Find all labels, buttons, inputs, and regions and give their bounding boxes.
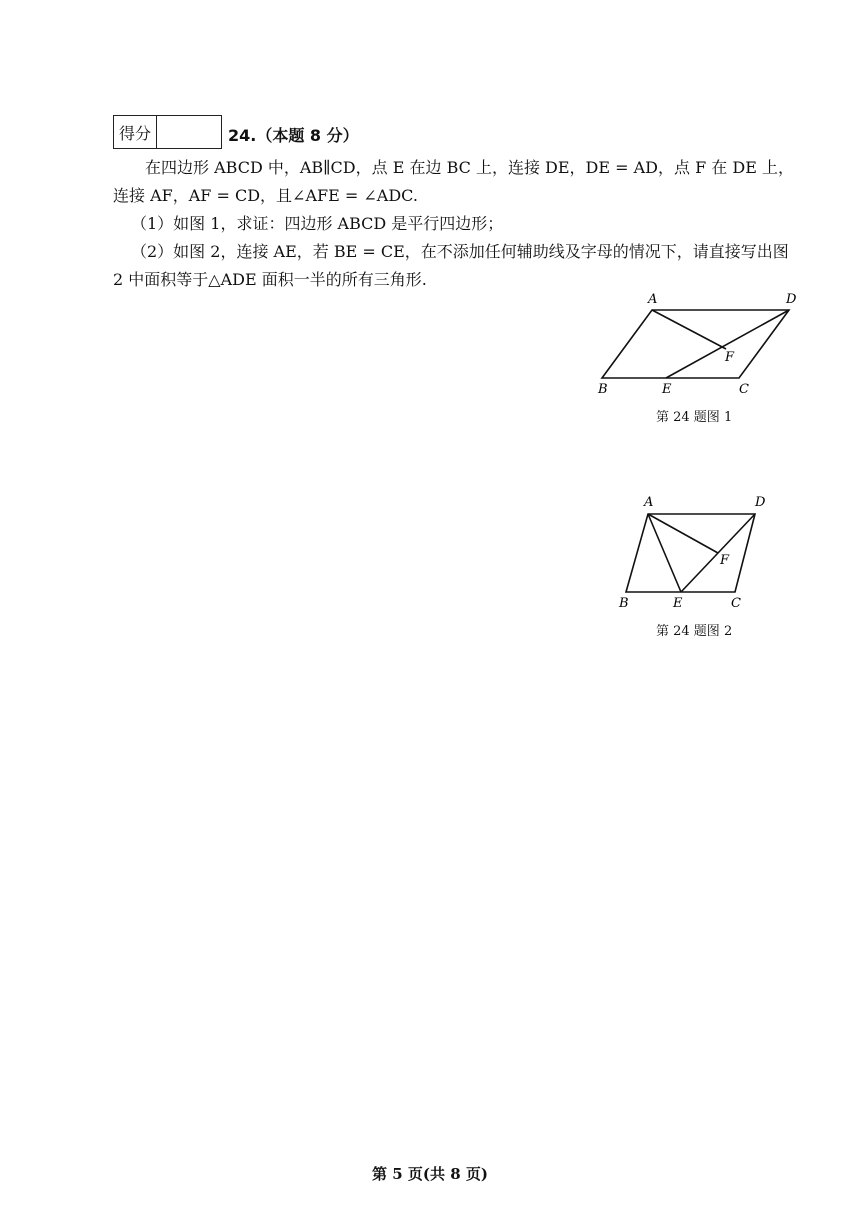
parallelogram-abcd (626, 514, 755, 592)
question-stem: 在四边形 ABCD 中，AB∥CD，点 E 在边 BC 上，连接 DE，DE = AD，点 F 在 DE 上，连接 AF，AF = CD，且∠AFE = ∠ADC. (113, 158, 794, 205)
point-label-e: E (662, 382, 672, 397)
point-label-b: B (619, 596, 629, 610)
point-label-c: C (739, 382, 749, 397)
figure-1 (590, 290, 810, 400)
point-label-d: D (755, 495, 766, 510)
point-label-f: F (725, 350, 735, 365)
point-label-a: A (644, 495, 654, 510)
point-label-d: D (786, 292, 797, 307)
question-part2: （2）如图 2，连接 AE，若 BE = CE，在不添加任何辅助线及字母的情况下，请直接写出图 2 中面积等于△ADE 面积一半的所有三角形. (113, 242, 789, 289)
point-label-a: A (648, 292, 658, 307)
segment-af (648, 514, 718, 553)
point-label-e: E (673, 596, 683, 610)
score-label: 得分 (114, 116, 157, 148)
figure-1-diagram (590, 290, 810, 400)
score-box (113, 115, 222, 149)
segment-ae (648, 514, 681, 592)
page-footer: 第 5 页(共 8 页) (372, 1165, 488, 1183)
parallelogram-abcd (602, 310, 789, 378)
point-label-b: B (598, 382, 608, 397)
segment-de (666, 310, 789, 378)
figure-2 (610, 492, 780, 610)
score-value-field[interactable] (157, 116, 221, 148)
figure-2-diagram (610, 492, 780, 610)
figure-2-caption: 第 24 题图 2 (656, 624, 733, 639)
point-label-f: F (720, 553, 730, 568)
point-label-c: C (731, 596, 741, 610)
question-header: 24.（本题 8 分） (228, 126, 359, 145)
figure-1-caption: 第 24 题图 1 (656, 410, 733, 425)
question-part1: （1）如图 1，求证：四边形 ABCD 是平行四边形； (131, 214, 504, 233)
segment-af (652, 310, 726, 349)
